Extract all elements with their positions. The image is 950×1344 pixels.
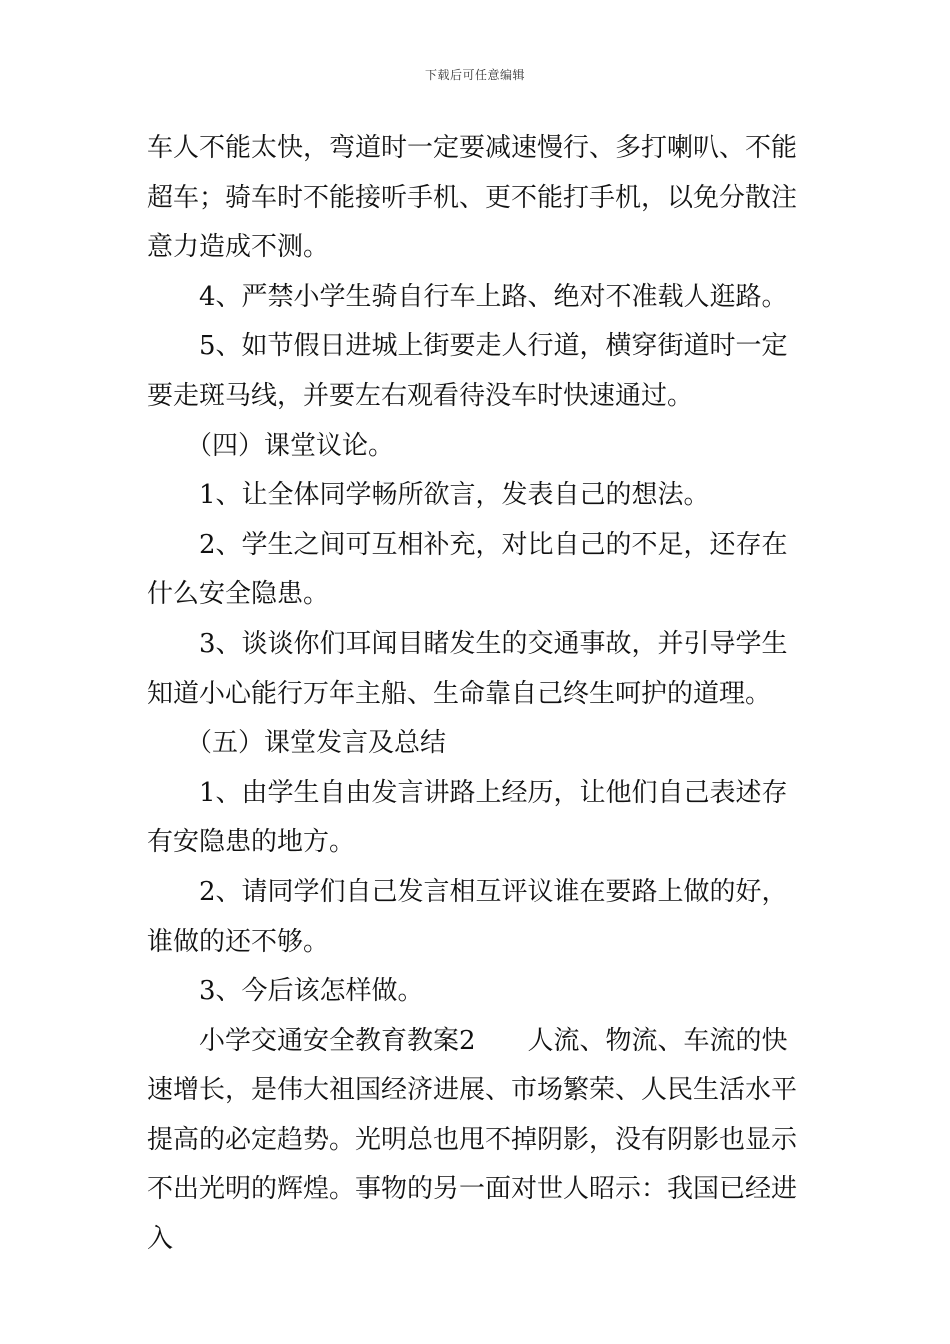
paragraph-item-5: 5、如节假日进城上街要走人行道，横穿街道时一定要走斑马线，并要左右观看待没车时快速通过。 <box>147 331 788 411</box>
page-header: 下载后可任意编辑 <box>424 68 525 82</box>
paragraph-summary-3: 3、今后该怎样做。 <box>199 976 424 1007</box>
paragraph-item-4: 4、严禁小学生骑自行车上路、绝对不准载人逛路。 <box>199 281 788 312</box>
paragraph-summary-2: 2、请同学们自己发言相互评议谁在要路上做的好，谁做的还不够。 <box>147 876 788 957</box>
paragraph-discussion-3: 3、谈谈你们耳闻目睹发生的交通事故，并引导学生知道小心能行万年主船、生命靠自己终生呵护的道理。 <box>147 628 788 709</box>
paragraph-lesson-2-intro: 小学交通安全教育教案2 人流、物流、车流的快速增长，是伟大祖国经济进展、市场繁荣、人民生活水平提高的必定趋势。光明总也甩不掉阴影，没有阴影也显示不出光明的辉煌。事物的另一面对世人昭示：我国已经进入 <box>147 1025 798 1255</box>
document-body <box>147 124 807 1265</box>
paragraph-discussion-2: 2、学生之间可互相补充，对比自己的不足，还存在什么安全隐患。 <box>147 529 788 610</box>
section-heading-summary: （五）课堂发言及总结 <box>186 728 447 759</box>
paragraph-discussion-1: 1、让全体同学畅所欲言，发表自己的想法。 <box>199 480 710 511</box>
section-heading-discussion: （四）课堂议论。 <box>186 430 395 461</box>
paragraph-summary-1: 1、由学生自由发言讲路上经历，让他们自己表述存有安隐患的地方。 <box>147 777 788 858</box>
paragraph-continuation: 车人不能太快，弯道时一定要减速慢行、多打喇叭、不能超车；骑车时不能接听手机、更不能打手机，以免分散注意力造成不测。 <box>147 133 798 263</box>
